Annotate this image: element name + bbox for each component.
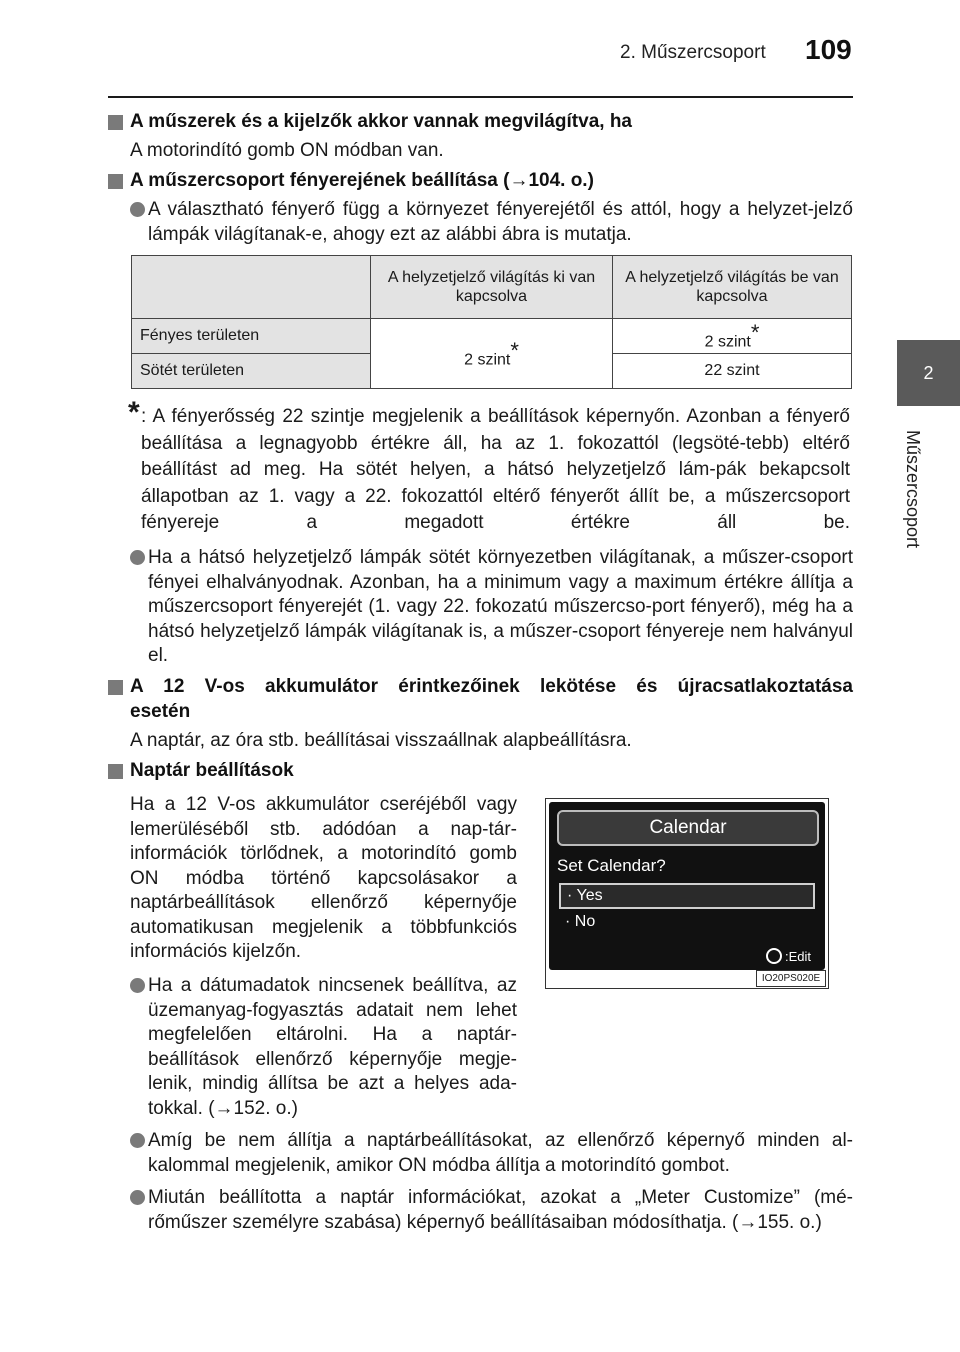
section-heading: A 12 V-os akkumulátor érintkezőinek lekötése és újracsatlakoztatása [130,676,853,697]
option-yes: · Yes [559,883,815,909]
asterisk-mark: * [750,320,760,346]
chapter-title: 2. Műszercsoport [620,42,766,63]
table-cell-value: 2 szint [464,351,511,369]
section-heading: Naptár beállítások [130,760,294,781]
table-corner [132,256,371,319]
display-panel [549,802,825,970]
table-col-header: A helyzetjelző világítás ki van kapcsolva [371,256,613,319]
page-number: 109 [805,34,852,65]
knob-icon [766,948,782,964]
edit-hint [766,948,811,964]
section-square-icon [108,115,123,130]
bullet-dot-icon [130,978,145,993]
table-cell-value: 2 szint [704,333,751,351]
section-text: A motorindító gomb ON módban van. [130,140,444,161]
edit-label: :Edit [784,949,811,964]
section-square-icon [108,174,123,189]
section-square-icon [108,680,123,695]
screen-title: Calendar [557,810,819,846]
section-heading: A műszerek és a kijelzők akkor vannak megvilágítva, ha [130,111,632,132]
bullet-dot-icon [130,1190,145,1205]
footnote-text: : A fényerősség 22 szintje megjelenik a beállítások képernyőn. Azonban a fényerő beállítása a legnagyobb értékre áll, ha az 1. fokozattól (legsöté-tebb) eltérő beállítást ad meg. Ha sötét helyen, a hátsó helyzetjelző lám-pák bekapcsolt állapotban az 1. vagy a 22. fokozattól eltérő fényerőt állít be, a műszercsoport fényereje a megadott értékre áll be. [141,406,850,533]
bullet-text: Amíg be nem állítja a naptárbeállításokat, az ellenőrző képernyő minden al-kalommal megjelenik, amikor ON módba állítja a motorindító gombot. [148,1130,853,1176]
image-code: IO20PS020E [756,970,826,987]
section-text: Ha a 12 V-os akkumulátor cseréjéből vagy lemerüléséből stb. adódóan a nap-tár-információk törlődnek, a motorindító gomb ON módba történő kapcsolásakor a naptárbeállítások ellenőrző képernyője automatikusan megjelenik a többfunkciós információs kijelzőn. [130,794,517,962]
bullet-dot-icon [130,1133,145,1148]
chapter-tab: 2 [897,340,960,406]
table-cell-merged [371,319,613,389]
table-cell [613,319,852,354]
bullet-text: Ha a dátumadatok nincsenek beállítva, az üzemanyag-fogyasztás adatait nem lehet megfelelően eltárolni. Ha a naptár-beállítások ellenőrző képernyője megje-lenik, mindig állítsa be azt a helyes ada-tokkal. (→152. o.) [148,975,517,1119]
asterisk-mark: * [510,337,519,363]
brightness-table [131,255,852,389]
section-heading: esetén [130,701,191,722]
calendar-screen-image [545,798,829,989]
footnote-asterisk: * [128,396,140,429]
chapter-tab-text: Műszercsoport [903,430,923,549]
table-col-header: A helyzetjelző világítás be van kapcsolva [613,256,852,319]
bullet-dot-icon [130,202,145,217]
section-square-icon [108,764,123,779]
table-cell: 22 szint [613,354,852,389]
bullet-text: A választható fényerő függ a környezet fényerejétől és attól, hogy a helyzet-jelző lámpák világítanak-e, ahogy ezt az alábbi ábra is mutatja. [148,199,853,245]
option-no: · No [565,913,596,930]
section-text: A naptár, az óra stb. beállításai visszaállnak alapbeállításra. [130,730,632,751]
chapter-tab-label [903,430,923,580]
header-divider [108,96,853,98]
screen-question: Set Calendar? [557,856,666,875]
bullet-text: Ha a hátsó helyzetjelző lámpák sötét környezetben világítanak, a műszer-csoport fényei elhalványodnak. Azonban, ha a minimum vagy a maximum értékre állítja a műszercsoport fényerejét (1. vagy 22. fokozatú műszercso-port fényerő), még ha a hátsó helyzetjelző lámpák világítanak is, a műszer-csoport fényereje nem halványul el. [148,547,853,666]
table-row-label: Fényes területen [132,319,371,354]
section-heading: A műszercsoport fényerejének beállítása (→104. o.) [130,170,594,191]
table-row-label: Sötét területen [132,354,371,389]
bullet-text: Miután beállította a naptár információkat, azokat a „Meter Customize” (mé-rőműszer személyre szabása) képernyő beállításaiban módosíthatja. (→155. o.) [148,1187,853,1233]
bullet-dot-icon [130,550,145,565]
